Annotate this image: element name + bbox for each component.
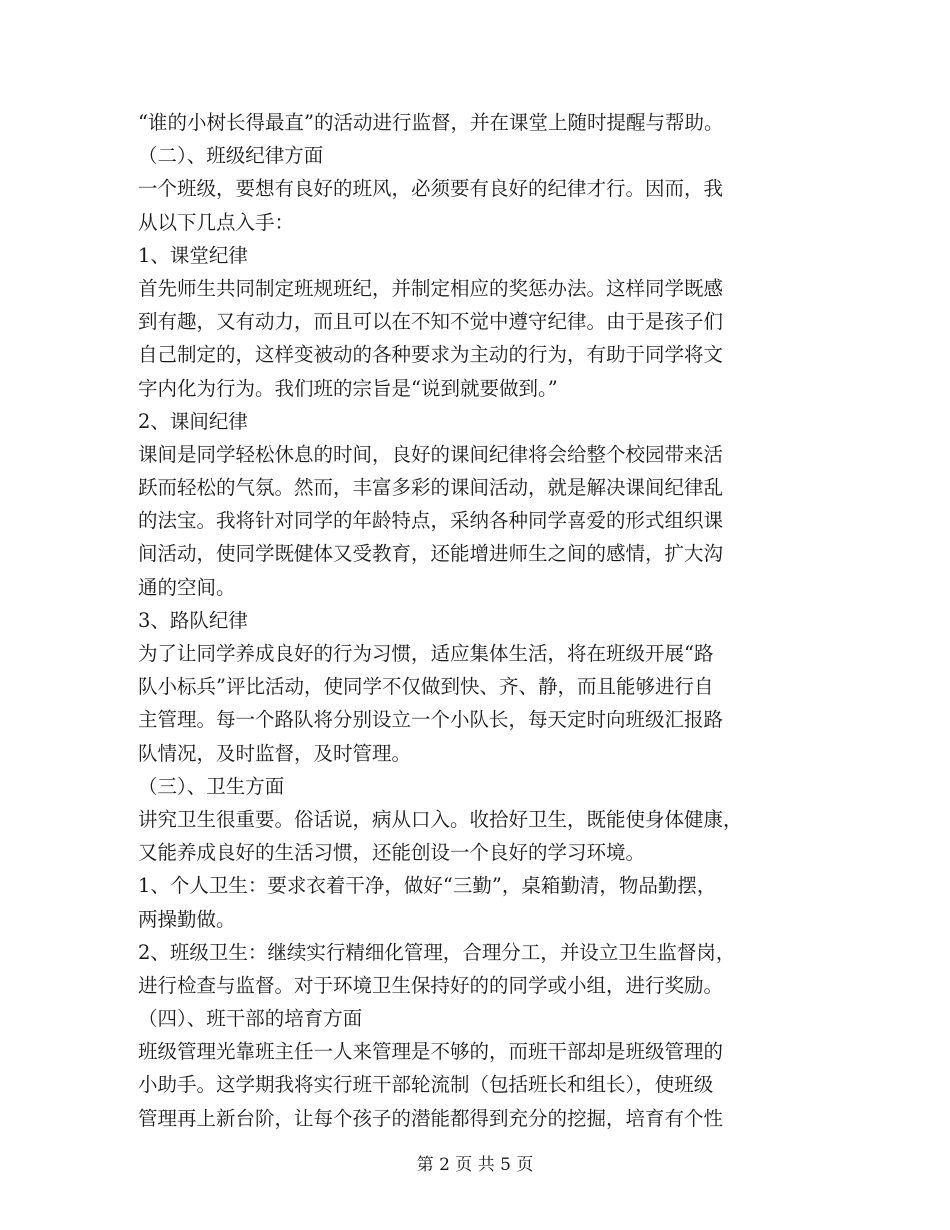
text-line: 从以下几点入手： — [138, 210, 295, 234]
text-line: 字内化为行为。我们班的宗旨是“说到就要做到。” — [138, 376, 558, 400]
text-line: 管理再上新台阶，让每个孩子的潜能都得到充分的挖掘，培育有个性 — [138, 1106, 724, 1130]
page-number-footer: 第 2 页 共 5 页 — [416, 1155, 534, 1175]
text-line: “谁的小树长得最直”的活动进行监督，并在课堂上随时提醒与帮助。 — [138, 111, 724, 134]
text-line: 进行检查与监督。对于环境卫生保持好的的同学或小组，进行奖励。 — [138, 973, 724, 997]
section-heading: （四）、班干部的培育方面 — [138, 1007, 363, 1031]
text-line: 队情况，及时监督，及时管理。 — [138, 741, 412, 765]
text-line: 跃而轻松的气氛。然而，丰富多彩的课间活动，就是解决课间纪律乱 — [138, 476, 724, 500]
subsection-heading: 1、课堂纪律 — [138, 243, 248, 267]
text-line: 主管理。每一个路队将分别设立一个小队长，每天定时向班级汇报路 — [138, 708, 724, 732]
text-line: 为了让同学养成良好的行为习惯，适应集体生活，将在班级开展“路 — [138, 642, 714, 665]
text-line: 一个班级，要想有良好的班风，必须要有良好的纪律才行。因而，我 — [138, 177, 724, 201]
text-line: 自己制定的，这样变被动的各种要求为主动的行为，有助于同学将文 — [138, 343, 724, 367]
body-text — [138, 106, 813, 1135]
section-heading: （三）、卫生方面 — [138, 774, 285, 798]
text-line: 首先师生共同制定班规班纪，并制定相应的奖惩办法。这样同学既感 — [138, 276, 724, 300]
text-line: 到有趣，又有动力，而且可以在不知不觉中遵守纪律。由于是孩子们 — [138, 310, 724, 334]
text-line: 1、个人卫生：要求衣着干净，做好“三勤”，桌箱勤清，物品勤摆， — [138, 874, 717, 898]
text-line: 的法宝。我将针对同学的年龄特点，采纳各种同学喜爱的形式组织课 — [138, 509, 724, 533]
text-line: 又能养成良好的生活习惯，还能创设一个良好的学习环境。 — [138, 841, 646, 865]
text-line: 间活动，使同学既健体又受教育，还能增进师生之间的感情，扩大沟 — [138, 542, 724, 566]
text-line: 2、班级卫生：继续实行精细化管理，合理分工，并设立卫生监督岗， — [138, 940, 736, 964]
subsection-heading: 3、路队纪律 — [138, 608, 248, 632]
text-line: 通的空间。 — [138, 575, 236, 599]
text-line: 班级管理光靠班主任一人来管理是不够的，而班干部却是班级管理的 — [138, 1040, 724, 1064]
text-line: 讲究卫生很重要。俗话说，病从口入。收拾好卫生，既能使身体健康， — [138, 807, 743, 831]
section-heading: （二）、班级纪律方面 — [138, 144, 324, 168]
subsection-heading: 2、课间纪律 — [138, 409, 248, 433]
text-line: 课间是同学轻松休息的时间，良好的课间纪律将会给整个校园带来活 — [138, 442, 724, 466]
text-line: 小助手。这学期我将实行班干部轮流制（包括班长和组长），使班级 — [138, 1073, 714, 1097]
text-line: 队小标兵”评比活动，使同学不仅做到快、齐、静，而且能够进行自 — [138, 675, 714, 699]
text-line: 两操勤做。 — [138, 907, 236, 931]
